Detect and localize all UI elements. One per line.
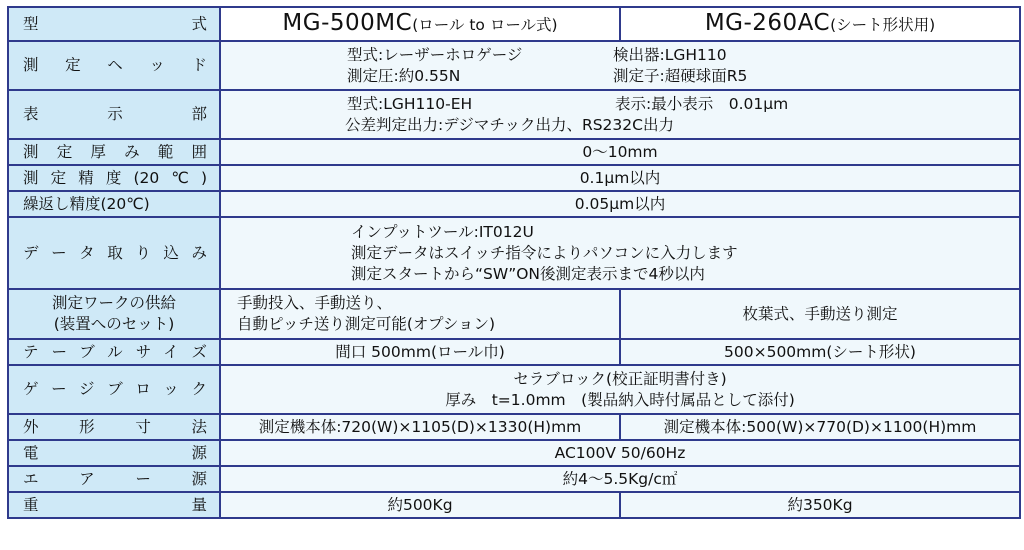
row-repeat — [8, 191, 1020, 217]
model-b — [620, 7, 1020, 41]
display-value — [220, 90, 1020, 139]
supply-a-line2: 自動ピッチ送り測定可能(オプション) — [237, 315, 496, 333]
weight-a: 約500Kg — [220, 492, 620, 518]
repeat-value: 0.05μm以内 — [220, 191, 1020, 217]
label-display: 表 示 部 — [8, 90, 220, 139]
supply-a-line1: 手動投入、手動送り、 — [237, 294, 393, 312]
row-accuracy — [8, 165, 1020, 191]
row-range — [8, 139, 1020, 165]
table-a: 間口 500mm(ロール巾) — [220, 339, 620, 365]
label-supply-1: 測定ワークの供給 — [51, 294, 176, 312]
data-line1: インプットツール:IT012U — [351, 222, 534, 241]
air-value: 約4〜5.5Kg/c㎡ — [220, 466, 1020, 492]
label-air: エ ア ー 源 — [8, 466, 220, 492]
label-supply — [8, 289, 220, 339]
label-dims: 外 形 寸 法 — [8, 414, 220, 440]
label-power: 電 源 — [8, 440, 220, 466]
head-pressure: 測定圧:約0.55N — [347, 66, 461, 85]
label-repeat: 繰返し精度(20℃) — [8, 191, 220, 217]
display-output: 公差判定出力:デジマチック出力、RS232C出力 — [345, 115, 674, 134]
gauge-line2: 厚み t=1.0mm (製品納入時付属品として添付) — [445, 390, 795, 409]
label-accuracy: 測定精度(20℃) — [8, 165, 220, 191]
model-a-name: MG-500MC — [282, 9, 413, 36]
label-data: データ取り込み — [8, 217, 220, 289]
row-gauge — [8, 365, 1020, 414]
label-table: テーブルサイズ — [8, 339, 220, 365]
weight-b: 約350Kg — [620, 492, 1020, 518]
model-a-sub: (ロール to ロール式) — [412, 15, 558, 34]
range-value: 0〜10mm — [220, 139, 1020, 165]
gauge-line1: セラブロック(校正証明書付き) — [513, 369, 727, 388]
head-value — [220, 41, 1020, 90]
dims-a: 測定機本体:720(W)×1105(D)×1330(H)mm — [220, 414, 620, 440]
row-display — [8, 90, 1020, 139]
supply-a — [220, 289, 620, 339]
spec-table — [7, 6, 1021, 519]
model-b-name: MG-260AC — [704, 9, 831, 36]
row-air — [8, 466, 1020, 492]
supply-b: 枚葉式、手動送り測定 — [620, 289, 1020, 339]
head-type: 型式:レーザーホロゲージ — [347, 45, 523, 64]
row-data — [8, 217, 1020, 289]
display-type: 型式:LGH110-EH — [347, 94, 473, 113]
data-line2: 測定データはスイッチ指令によりパソコンに入力します — [351, 243, 738, 262]
row-table — [8, 339, 1020, 365]
dims-b: 測定機本体:500(W)×770(D)×1100(H)mm — [620, 414, 1020, 440]
gauge-value — [220, 365, 1020, 414]
label-range: 測定厚み範囲 — [8, 139, 220, 165]
row-model — [8, 7, 1020, 41]
row-supply — [8, 289, 1020, 339]
data-value — [220, 217, 1020, 289]
label-supply-2: (装置へのセット) — [53, 315, 175, 333]
table-b: 500×500mm(シート形状) — [620, 339, 1020, 365]
head-probe: 測定子:超硬球面R5 — [613, 66, 748, 85]
row-power — [8, 440, 1020, 466]
label-head: 測 定 ヘ ッ ド — [8, 41, 220, 90]
model-a — [220, 7, 620, 41]
row-dims — [8, 414, 1020, 440]
accuracy-value: 0.1μm以内 — [220, 165, 1020, 191]
row-head — [8, 41, 1020, 90]
power-value: AC100V 50/60Hz — [220, 440, 1020, 466]
head-detector: 検出器:LGH110 — [613, 45, 727, 64]
display-resolution: 表示:最小表示 0.01μm — [615, 94, 789, 113]
row-weight — [8, 492, 1020, 518]
label-gauge: ゲージブロック — [8, 365, 220, 414]
model-b-sub: (シート形状用) — [830, 15, 936, 34]
data-line3: 測定スタートから“SW”ON後測定表示まで4秒以内 — [351, 264, 705, 283]
label-weight: 重 量 — [8, 492, 220, 518]
label-model: 型 式 — [8, 7, 220, 41]
